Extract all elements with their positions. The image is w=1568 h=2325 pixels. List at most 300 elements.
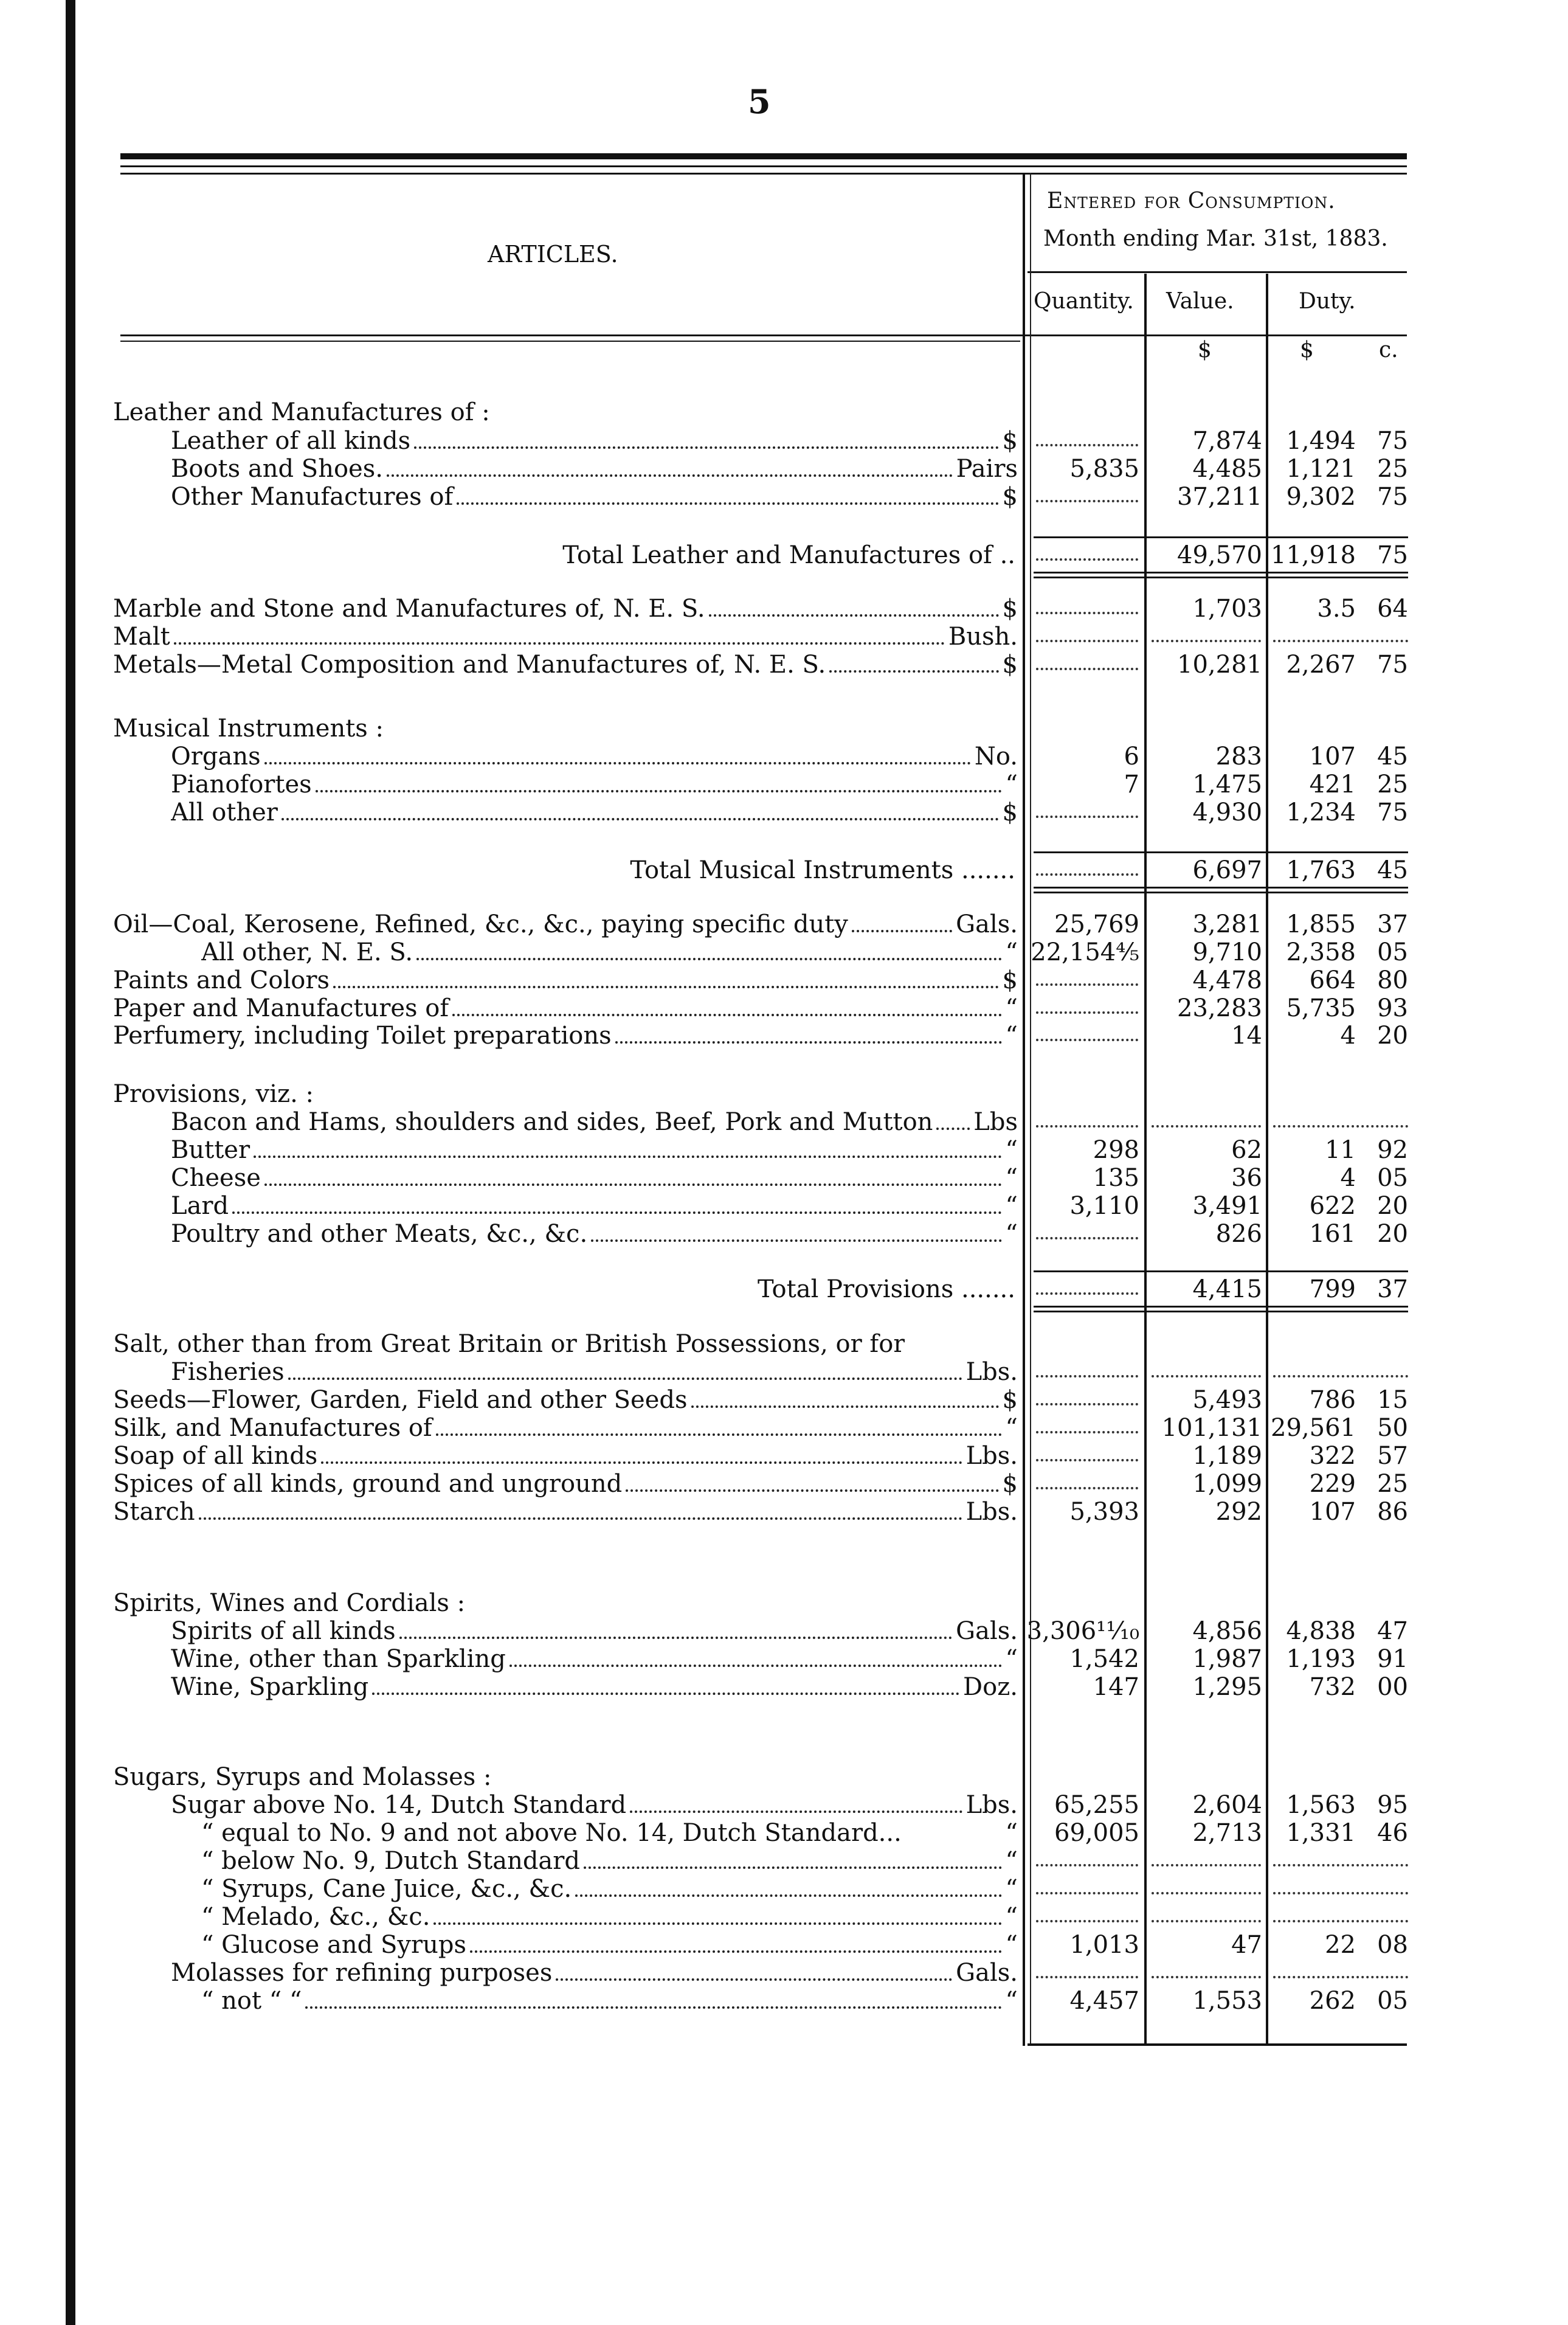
row-label <box>171 1136 1018 1164</box>
total-rule <box>1034 536 1408 538</box>
section-heading-row <box>0 1080 1568 1108</box>
value-dots <box>1152 1892 1261 1894</box>
duty-dots <box>1273 640 1408 642</box>
duty-dollars-cell: 4 <box>1340 1022 1356 1050</box>
duty-cents-cell: 80 <box>1377 966 1408 994</box>
quantity-cell: 3,306¹¹⁄₁₀ <box>1026 1617 1139 1645</box>
value-cell: 4,930 <box>1192 799 1262 826</box>
value-cell: 14 <box>1231 1022 1262 1050</box>
leader-dots <box>305 1988 1001 2009</box>
leader-dots <box>630 1792 962 1813</box>
table-row <box>0 994 1568 1022</box>
unit-label: “ <box>1005 1987 1018 2015</box>
duty-cents-cell: 75 <box>1377 651 1408 679</box>
value-cell: 2,604 <box>1192 1791 1262 1819</box>
quantity-cell: 25,769 <box>1054 910 1139 938</box>
section-heading-row <box>0 1589 1568 1617</box>
row-label <box>201 1819 1018 1847</box>
article-name: Boots and Shoes. <box>171 455 383 483</box>
value-cell: 4,478 <box>1192 966 1262 994</box>
leader-dots <box>288 1359 962 1380</box>
unit-label: $ <box>1002 427 1018 455</box>
leader-dots <box>591 1221 1001 1242</box>
value-cell: 5,493 <box>1192 1386 1262 1414</box>
row-label <box>171 427 1018 455</box>
article-name: “ not “ “ <box>201 1987 302 2015</box>
quantity-dots <box>1036 1431 1138 1433</box>
article-name: Cheese <box>171 1164 261 1192</box>
row-label <box>201 1931 1018 1959</box>
unit-label: “ <box>1005 1022 1018 1050</box>
article-name: Spirits of all kinds <box>171 1617 396 1645</box>
row-label <box>113 1386 1018 1414</box>
table-row <box>0 1903 1568 1931</box>
duty-dollars-cell: 229 <box>1309 1470 1356 1498</box>
row-label <box>171 771 1018 799</box>
table-row <box>0 966 1568 994</box>
value-cell: 3,491 <box>1192 1192 1262 1220</box>
table-row <box>0 771 1568 799</box>
duty-dollars-cell: 1,234 <box>1286 799 1356 826</box>
unit-label: $ <box>1002 966 1018 994</box>
unit-label: “ <box>1005 1931 1018 1959</box>
leader-dots <box>387 456 953 477</box>
quantity-dots <box>1036 873 1138 876</box>
row-label <box>171 1617 1018 1645</box>
duty-cents-cell: 05 <box>1377 1987 1408 2015</box>
leader-dots <box>414 428 998 449</box>
table-row <box>0 455 1568 483</box>
article-name: Spirits, Wines and Cordials : <box>113 1589 466 1617</box>
duty-cents-cell: 95 <box>1377 1791 1408 1819</box>
quantity-dots <box>1036 1375 1138 1377</box>
row-label <box>171 1358 1018 1386</box>
total-row <box>0 856 1568 884</box>
quantity-dots <box>1036 1292 1138 1295</box>
table-row <box>0 1220 1568 1248</box>
table-row <box>0 595 1568 623</box>
leader-dots <box>584 1848 1002 1869</box>
section-heading-row <box>0 398 1568 426</box>
row-label <box>171 1673 1018 1701</box>
leader-dots <box>615 1023 1002 1044</box>
row-label <box>201 1987 1018 2015</box>
article-name: “ equal to No. 9 and not above No. 14, Dutch Standard... <box>201 1819 902 1847</box>
table-row <box>0 1442 1568 1470</box>
table-row <box>0 1470 1568 1498</box>
article-name: Metals—Metal Composition and Manufactures of, N. E. S. <box>113 651 826 679</box>
unit-label: $ <box>1002 595 1018 623</box>
leader-dots <box>333 968 999 988</box>
duty-dots <box>1273 1864 1408 1866</box>
duty-dots <box>1273 1976 1408 1978</box>
unit-label: $ <box>1002 799 1018 826</box>
row-label <box>171 1192 1018 1220</box>
total-rule <box>1034 1270 1408 1272</box>
leader-dots <box>626 1471 998 1492</box>
top-rule-thin <box>120 165 1407 167</box>
duty-dollars-cell: 1,563 <box>1286 1791 1356 1819</box>
value-cell: 1,475 <box>1192 771 1262 799</box>
value-cell: 2,713 <box>1192 1819 1262 1847</box>
article-name: Seeds—Flower, Garden, Field and other Seeds <box>113 1386 688 1414</box>
duty-dollars-cell: 11 <box>1325 1136 1356 1164</box>
quantity-dots <box>1036 1920 1138 1922</box>
article-name: Other Manufactures of <box>171 483 454 511</box>
bottom-rule <box>1027 2043 1407 2046</box>
value-cell: 36 <box>1231 1164 1262 1192</box>
leader-dots <box>575 1876 1001 1897</box>
unit-label: “ <box>1005 1819 1018 1847</box>
unit-label: Doz. <box>963 1673 1018 1701</box>
quantity-cell: 5,835 <box>1069 455 1139 483</box>
row-label <box>171 1959 1018 1987</box>
value-dots <box>1152 1976 1261 1978</box>
article-name: Bacon and Hams, shoulders and sides, Beef, Pork and Mutton <box>171 1108 933 1136</box>
article-name: Sugars, Syrups and Molasses : <box>113 1763 492 1791</box>
value-dots <box>1152 1864 1261 1866</box>
row-label <box>201 1847 1018 1875</box>
unit-label: “ <box>1005 1847 1018 1875</box>
duty-cents-cell: 05 <box>1377 938 1408 966</box>
value-cell: 3,281 <box>1192 910 1262 938</box>
value-cell: 292 <box>1215 1498 1262 1526</box>
article-name: Paper and Manufactures of <box>113 994 449 1022</box>
row-label <box>113 1330 905 1358</box>
row-label <box>171 1164 1018 1192</box>
row-label <box>113 1414 1018 1442</box>
quantity-dots <box>1036 444 1138 446</box>
duty-dollars-cell: 29,561 <box>1271 1414 1356 1442</box>
table-row <box>0 743 1568 771</box>
row-label <box>113 651 1018 679</box>
row-label <box>171 743 1018 771</box>
total-rule <box>1034 892 1408 893</box>
table-row <box>0 1645 1568 1673</box>
quantity-cell: 69,005 <box>1054 1819 1139 1847</box>
unit-label: “ <box>1005 1414 1018 1442</box>
unit-label: “ <box>1005 1164 1018 1192</box>
duty-heading: Duty. <box>1299 289 1356 314</box>
value-cell: 10,281 <box>1177 651 1262 679</box>
row-label <box>113 1022 1018 1050</box>
table-row <box>0 1386 1568 1414</box>
table-row <box>0 1987 1568 2015</box>
row-label <box>171 1791 1018 1819</box>
article-name: Pianofortes <box>171 771 312 799</box>
quantity-cell: 7 <box>1124 771 1139 799</box>
total-rule <box>1034 851 1408 853</box>
duty-dollars-cell: 421 <box>1309 771 1356 799</box>
unit-label: No. <box>974 743 1018 771</box>
value-cell: 7,874 <box>1192 427 1262 455</box>
table-row <box>0 1617 1568 1645</box>
table-row <box>0 1164 1568 1192</box>
row-label <box>201 1903 1018 1931</box>
leader-dots <box>709 596 999 617</box>
article-name: Oil—Coal, Kerosene, Refined, &c., &c., paying specific duty <box>113 910 848 938</box>
duty-dollars-cell: 322 <box>1309 1442 1356 1470</box>
leader-dots <box>852 912 952 932</box>
table-row <box>0 651 1568 679</box>
quantity-cell: 147 <box>1093 1673 1139 1701</box>
duty-cents-cell: 46 <box>1377 1819 1408 1847</box>
value-cell: 1,295 <box>1192 1673 1262 1701</box>
duty-cents-cell: 08 <box>1377 1931 1408 1959</box>
leader-dots <box>372 1674 959 1695</box>
table-row <box>0 623 1568 651</box>
top-rule-thick <box>120 153 1407 159</box>
quantity-cell: 1,013 <box>1069 1931 1139 1959</box>
unit-label: “ <box>1005 938 1018 966</box>
leader-dots <box>905 1823 1002 1841</box>
row-label <box>171 1645 1018 1673</box>
duty-dollars-cell: 107 <box>1309 1498 1356 1526</box>
unit-label: “ <box>1005 994 1018 1022</box>
article-name: Wine, Sparkling <box>171 1673 369 1701</box>
unit-label: “ <box>1005 1645 1018 1673</box>
quantity-dots <box>1036 983 1138 986</box>
leader-dots <box>399 1618 952 1639</box>
duty-dollars-cell: 262 <box>1309 1987 1356 2015</box>
unit-label: $ <box>1002 1386 1018 1414</box>
article-name: Provisions, viz. : <box>113 1080 314 1108</box>
value-cell: 1,189 <box>1192 1442 1262 1470</box>
leader-dots <box>556 1960 952 1981</box>
unit-label: Gals. <box>956 1959 1018 1987</box>
quantity-cell: 65,255 <box>1054 1791 1139 1819</box>
unit-label: Lbs <box>973 1108 1018 1136</box>
value-cell: 37,211 <box>1177 483 1262 511</box>
article-name: Wine, other than Sparkling <box>171 1645 506 1673</box>
quantity-dots <box>1036 612 1138 614</box>
table-row <box>0 938 1568 966</box>
duty-cents-cell: 20 <box>1377 1192 1408 1220</box>
table-row <box>0 1875 1568 1903</box>
article-name: Malt <box>113 623 170 651</box>
leader-dots <box>436 1415 1002 1436</box>
row-label <box>171 455 1018 483</box>
value-cell: 4,485 <box>1192 455 1262 483</box>
row-label <box>113 1763 491 1791</box>
unit-label: “ <box>1005 1875 1018 1903</box>
duty-dollars-cell: 799 <box>1309 1275 1356 1303</box>
quantity-dots <box>1036 1487 1138 1489</box>
duty-cents-cell: 37 <box>1377 1275 1408 1303</box>
duty-dollars-cell: 1,121 <box>1286 455 1356 483</box>
duty-cents-cell: 75 <box>1377 427 1408 455</box>
unit-label: Gals. <box>956 910 1018 938</box>
duty-dollars-cell: 22 <box>1325 1931 1356 1959</box>
quantity-dots <box>1036 1459 1138 1461</box>
quantity-cell: 22,154⅘ <box>1031 938 1139 966</box>
value-unit: $ <box>1198 338 1212 362</box>
value-dots <box>1152 640 1261 642</box>
unit-label: “ <box>1005 771 1018 799</box>
leader-dots <box>452 996 1001 1016</box>
row-label <box>113 1589 465 1617</box>
duty-cents-cell: 20 <box>1377 1022 1408 1050</box>
article-name: Salt, other than from Great Britain or British Possessions, or for <box>113 1330 905 1358</box>
article-name: Sugar above No. 14, Dutch Standard <box>171 1791 627 1819</box>
quantity-cell: 4,457 <box>1069 1987 1139 2015</box>
entered-for-consumption-heading: Entered for Consumption. <box>1047 189 1336 213</box>
article-name: “ Syrups, Cane Juice, &c., &c. <box>201 1875 572 1903</box>
value-cell: 47 <box>1231 1931 1262 1959</box>
row-label <box>113 715 384 743</box>
value-cell: 4,415 <box>1192 1275 1262 1303</box>
duty-cents-cell: 25 <box>1377 1470 1408 1498</box>
unit-label: Gals. <box>956 1617 1018 1645</box>
duty-dots <box>1273 1375 1408 1377</box>
quantity-dots <box>1036 1976 1138 1978</box>
article-name: Musical Instruments : <box>113 715 384 743</box>
table-row <box>0 1959 1568 1987</box>
article-name: “ Melado, &c., &c. <box>201 1903 430 1931</box>
table-row <box>0 799 1568 826</box>
leader-dots <box>232 1193 1001 1214</box>
row-label <box>201 1875 1018 1903</box>
value-cell: 283 <box>1215 743 1262 771</box>
duty-cents-cell: 91 <box>1377 1645 1408 1673</box>
table-row <box>0 1847 1568 1875</box>
leader-dots <box>281 800 999 820</box>
quantity-heading: Quantity. <box>1034 289 1134 314</box>
duty-cents-cell: 75 <box>1377 799 1408 826</box>
duty-dots <box>1273 1892 1408 1894</box>
table-row <box>0 910 1568 938</box>
duty-dollars-cell: 3.5 <box>1317 595 1356 623</box>
table-row <box>0 427 1568 455</box>
total-rule <box>1034 577 1408 578</box>
value-cell: 1,987 <box>1192 1645 1262 1673</box>
duty-dollars-cell: 1,855 <box>1286 910 1356 938</box>
duty-cents-cell: 92 <box>1377 1136 1408 1164</box>
section-heading-row <box>0 715 1568 743</box>
value-cell: 1,553 <box>1192 1987 1262 2015</box>
quantity-cell: 135 <box>1093 1164 1139 1192</box>
quantity-dots <box>1036 1403 1138 1405</box>
value-cell: 1,099 <box>1192 1470 1262 1498</box>
table-row <box>0 1136 1568 1164</box>
unit-label: Lbs. <box>965 1791 1018 1819</box>
row-label <box>201 938 1018 966</box>
duty-cents-cell: 64 <box>1377 595 1408 623</box>
leader-dots <box>264 1165 1002 1186</box>
duty-cents-cell: 25 <box>1377 455 1408 483</box>
leader-dots <box>174 624 945 645</box>
duty-cents-cell: 86 <box>1377 1498 1408 1526</box>
article-name: Fisheries <box>171 1358 285 1386</box>
unit-label: Pairs <box>956 455 1018 483</box>
leader-dots <box>509 1646 1002 1667</box>
table-row <box>0 1931 1568 1959</box>
month-heading: Month ending Mar. 31st, 1883. <box>1043 226 1388 251</box>
value-cell: 62 <box>1231 1136 1262 1164</box>
duty-cents-cell: 37 <box>1377 910 1408 938</box>
article-name: Lard <box>171 1192 229 1220</box>
total-rule <box>1034 572 1408 573</box>
article-name: Butter <box>171 1136 250 1164</box>
total-rule <box>1034 1306 1408 1308</box>
duty-dollars-cell: 161 <box>1309 1220 1356 1248</box>
table-row <box>0 1791 1568 1819</box>
duty-cents-cell: 45 <box>1377 856 1408 884</box>
article-name: “ below No. 9, Dutch Standard <box>201 1847 581 1875</box>
total-label: Total Provisions ....... <box>757 1275 1015 1303</box>
unit-label: $ <box>1002 651 1018 679</box>
value-cell: 23,283 <box>1177 994 1262 1022</box>
total-label: Total Leather and Manufactures of .. <box>562 541 1015 569</box>
duty-dollar-unit: $ <box>1300 338 1314 362</box>
row-label <box>113 1442 1018 1470</box>
value-cell: 826 <box>1215 1220 1262 1248</box>
article-name: Soap of all kinds <box>113 1442 318 1470</box>
table-row <box>0 483 1568 511</box>
header-bottom-rule <box>120 334 1407 336</box>
unit-label: Lbs. <box>965 1498 1018 1526</box>
unit-label: “ <box>1005 1136 1018 1164</box>
quantity-cell: 1,542 <box>1069 1645 1139 1673</box>
quantity-cell: 5,393 <box>1069 1498 1139 1526</box>
total-row <box>0 1275 1568 1303</box>
duty-dollars-cell: 2,358 <box>1286 938 1356 966</box>
leader-dots <box>416 940 1001 960</box>
table-row <box>0 1819 1568 1847</box>
value-dots <box>1152 1375 1261 1377</box>
quantity-dots <box>1036 1125 1138 1128</box>
duty-cents-cell: 45 <box>1377 743 1408 771</box>
total-label: Total Musical Instruments ....... <box>630 856 1015 884</box>
unit-label: “ <box>1005 1192 1018 1220</box>
table-row <box>0 1498 1568 1526</box>
value-cell: 1,703 <box>1192 595 1262 623</box>
duty-dollars-cell: 1,494 <box>1286 427 1356 455</box>
duty-dollars-cell: 1,331 <box>1286 1819 1356 1847</box>
table-row <box>0 1414 1568 1442</box>
section-heading-row <box>0 1763 1568 1791</box>
duty-dollars-cell: 1,193 <box>1286 1645 1356 1673</box>
quantity-dots <box>1036 1892 1138 1894</box>
duty-cents-cell: 15 <box>1377 1386 1408 1414</box>
duty-cents-cell: 57 <box>1377 1442 1408 1470</box>
duty-cents-cell: 20 <box>1377 1220 1408 1248</box>
article-name: Starch <box>113 1498 195 1526</box>
duty-dollars-cell: 2,267 <box>1286 651 1356 679</box>
row-label <box>171 1220 1018 1248</box>
section-heading-row <box>0 1330 1568 1358</box>
table-row <box>0 1192 1568 1220</box>
page-number: 5 <box>748 82 771 121</box>
table-row <box>0 1673 1568 1701</box>
article-name: Spices of all kinds, ground and unground <box>113 1470 623 1498</box>
header-divider <box>1027 271 1407 273</box>
quantity-dots <box>1036 640 1138 642</box>
article-name: Poultry and other Meats, &c., &c. <box>171 1220 588 1248</box>
duty-cents-cell: 00 <box>1377 1673 1408 1701</box>
duty-dollars-cell: 4,838 <box>1286 1617 1356 1645</box>
duty-cents-cell: 50 <box>1377 1414 1408 1442</box>
duty-dollars-cell: 5,735 <box>1286 994 1356 1022</box>
quantity-dots <box>1036 1011 1138 1014</box>
duty-cents-cell: 05 <box>1377 1164 1408 1192</box>
duty-dots <box>1273 1125 1408 1128</box>
duty-cents-cell: 25 <box>1377 771 1408 799</box>
quantity-dots <box>1036 500 1138 502</box>
row-label <box>113 966 1018 994</box>
duty-dollars-cell: 1,763 <box>1286 856 1356 884</box>
unit-label: $ <box>1002 483 1018 511</box>
